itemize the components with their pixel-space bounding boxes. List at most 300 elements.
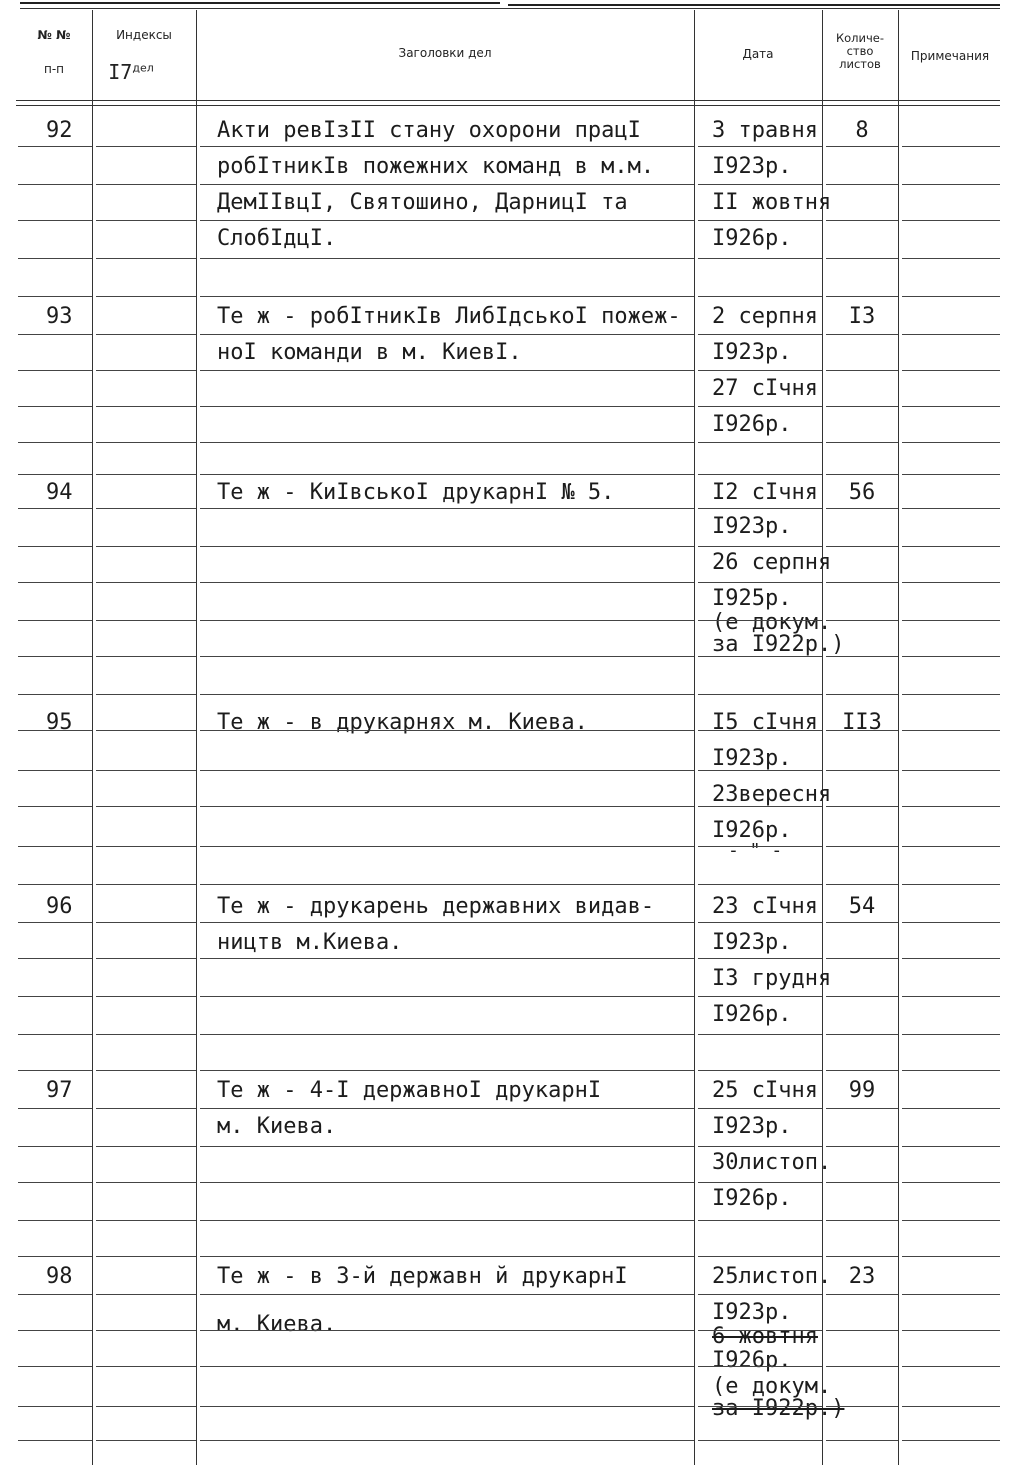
ruled-line — [96, 1182, 196, 1183]
ruled-line — [826, 694, 898, 695]
ruled-line — [826, 1034, 898, 1035]
ruled-line — [902, 1294, 1000, 1295]
ruled-line — [902, 1220, 1000, 1221]
header-qty-line2: ство — [846, 44, 874, 58]
ruled-line — [18, 770, 92, 771]
column-divider — [822, 10, 823, 1465]
ruled-line — [200, 582, 694, 583]
ruled-line — [18, 1440, 92, 1441]
ruled-line — [902, 1406, 1000, 1407]
ruled-line — [902, 508, 1000, 509]
entry-date-line: I926р. — [712, 818, 792, 843]
ruled-line — [902, 770, 1000, 771]
ruled-line — [200, 846, 694, 847]
ruled-line — [698, 1440, 822, 1441]
ruled-line — [96, 296, 196, 297]
ruled-line — [698, 508, 822, 509]
ruled-line — [200, 1070, 694, 1071]
entry-number: 92 — [46, 118, 73, 143]
ruled-line — [200, 1146, 694, 1147]
ruled-line — [200, 1182, 694, 1183]
ruled-line — [200, 1406, 694, 1407]
ruled-line — [826, 1146, 898, 1147]
entry-title-line: Те ж - КиIвськоI друкарнI № 5. — [217, 480, 615, 505]
ruled-line — [200, 730, 694, 731]
entry-date-line: 6 жовтня — [712, 1324, 818, 1349]
ruled-line — [18, 656, 92, 657]
ruled-line — [698, 1366, 822, 1367]
ruled-line — [96, 1294, 196, 1295]
ruled-line — [902, 184, 1000, 185]
ruled-line — [826, 508, 898, 509]
entry-number: 96 — [46, 894, 73, 919]
ruled-line — [18, 296, 92, 297]
ruled-line — [826, 220, 898, 221]
ruled-line — [200, 146, 694, 147]
ruled-line — [96, 184, 196, 185]
entry-number: 93 — [46, 304, 73, 329]
ruled-line — [826, 884, 898, 885]
entry-date-line: II жовтня — [712, 190, 832, 215]
entry-date-line: 23 сIчня — [712, 894, 818, 919]
entry-title-line: СлобIдцI. — [217, 226, 337, 251]
ruled-line — [826, 1440, 898, 1441]
ruled-line — [698, 184, 822, 185]
entry-date-line: I923р. — [712, 340, 792, 365]
ruled-line — [18, 220, 92, 221]
entry-date-line: (е докум. — [712, 610, 832, 635]
ruled-line — [96, 1256, 196, 1257]
ruled-line — [698, 582, 822, 583]
ruled-line — [902, 922, 1000, 923]
column-divider — [898, 10, 899, 1465]
ruled-line — [18, 806, 92, 807]
entry-sheet-count: 99 — [848, 1078, 876, 1103]
ruled-line — [200, 1366, 694, 1367]
ruled-line — [826, 620, 898, 621]
ruled-line — [18, 508, 92, 509]
entry-title-line: ноI команди в м. КиевI. — [217, 340, 522, 365]
ruled-line — [698, 474, 822, 475]
entry-title-line: Те ж - друкарень державних видав- — [217, 894, 655, 919]
ruled-line — [18, 184, 92, 185]
ruled-line — [18, 146, 92, 147]
ruled-line — [18, 474, 92, 475]
ruled-line — [902, 146, 1000, 147]
entry-title-line: Акти ревIзII стану охорони працI — [217, 118, 641, 143]
header-index-line1: Индексы — [116, 28, 172, 42]
ruled-line — [698, 1034, 822, 1035]
ruled-line — [902, 546, 1000, 547]
entry-date-ditto: - " - — [728, 840, 783, 861]
ruled-line — [200, 1034, 694, 1035]
ruled-line — [200, 258, 694, 259]
entry-date-line: I926р. — [712, 412, 792, 437]
ruled-line — [826, 958, 898, 959]
ruled-line — [902, 1366, 1000, 1367]
header-num-line2: п-п — [43, 62, 65, 76]
ruled-line — [826, 996, 898, 997]
entry-date-line: I5 сIчня — [712, 710, 818, 735]
entry-date-line: 25 сIчня — [712, 1078, 818, 1103]
ruled-line — [826, 184, 898, 185]
ruled-line — [902, 442, 1000, 443]
entry-sheet-count: 8 — [855, 118, 869, 143]
ruled-line — [698, 258, 822, 259]
ruled-line — [200, 922, 694, 923]
ruled-line — [826, 922, 898, 923]
ruled-line — [200, 620, 694, 621]
entry-sheet-count: 54 — [848, 894, 876, 919]
ruled-line — [902, 1146, 1000, 1147]
ruled-line — [200, 546, 694, 547]
ruled-line — [698, 1182, 822, 1183]
ruled-line — [96, 1070, 196, 1071]
ruled-line — [96, 220, 196, 221]
entry-title-line: ництв м.Киева. — [217, 930, 403, 955]
entry-date-line: I923р. — [712, 930, 792, 955]
ruled-line — [902, 1330, 1000, 1331]
ruled-line — [698, 406, 822, 407]
ruled-line — [96, 1108, 196, 1109]
ruled-line — [200, 996, 694, 997]
ruled-line — [200, 1256, 694, 1257]
entry-sheet-count: 23 — [848, 1264, 876, 1289]
ruled-line — [698, 370, 822, 371]
ruled-line — [18, 694, 92, 695]
header-qty — [822, 32, 898, 71]
ruled-line — [698, 770, 822, 771]
ruled-line — [902, 694, 1000, 695]
entry-date-line: 30листоп. — [712, 1150, 832, 1175]
ruled-line — [826, 1406, 898, 1407]
ruled-line — [826, 334, 898, 335]
header-qty-line1: Количе- — [835, 31, 885, 45]
entry-date-line: I2 сIчня — [712, 480, 818, 505]
ruled-line — [826, 1182, 898, 1183]
ruled-line — [698, 694, 822, 695]
ruled-line — [96, 770, 196, 771]
ruled-line — [826, 1108, 898, 1109]
ruled-line — [200, 334, 694, 335]
ruled-line — [96, 546, 196, 547]
ruled-line — [902, 996, 1000, 997]
ruled-line — [200, 958, 694, 959]
ruled-line — [18, 1294, 92, 1295]
ruled-line — [698, 1256, 822, 1257]
ruled-line — [902, 1108, 1000, 1109]
entry-date-line: I926р. — [712, 226, 792, 251]
entry-date-line: 23вересня — [712, 782, 832, 807]
header-index-line2 — [96, 60, 166, 84]
ruled-line — [698, 846, 822, 847]
ruled-line — [826, 1294, 898, 1295]
ruled-line — [96, 1330, 196, 1331]
ruled-line — [96, 1406, 196, 1407]
top-rule — [20, 8, 1000, 9]
ruled-line — [698, 958, 822, 959]
ruled-line — [902, 1034, 1000, 1035]
ruled-line — [826, 806, 898, 807]
ruled-line — [18, 1220, 92, 1221]
ruled-line — [698, 656, 822, 657]
ruled-line — [96, 996, 196, 997]
column-divider — [92, 10, 93, 1465]
ruled-line — [96, 1366, 196, 1367]
ruled-line — [826, 730, 898, 731]
entry-date-line: I923р. — [712, 1114, 792, 1139]
ruled-line — [200, 806, 694, 807]
ruled-line — [18, 258, 92, 259]
ruled-line — [96, 508, 196, 509]
entry-date-line: I923р. — [712, 154, 792, 179]
entry-title-line: Те ж - 4-I державноI друкарнI — [217, 1078, 602, 1103]
header-index-sup: дел — [132, 61, 154, 75]
ruled-line — [18, 334, 92, 335]
ruled-line — [200, 296, 694, 297]
ruled-line — [96, 730, 196, 731]
ruled-line — [200, 1294, 694, 1295]
entry-date-line: I923р. — [712, 514, 792, 539]
ruled-line — [902, 1440, 1000, 1441]
ruled-line — [698, 884, 822, 885]
ruled-line — [200, 1440, 694, 1441]
ruled-line — [902, 1256, 1000, 1257]
ruled-line — [18, 406, 92, 407]
ruled-line — [698, 220, 822, 221]
ruled-line — [902, 296, 1000, 297]
ruled-line — [200, 884, 694, 885]
entry-title-line: Те ж - в 3-й державн й друкарнI — [217, 1264, 628, 1289]
header-num-line1: № № — [37, 28, 71, 42]
column-divider — [196, 10, 197, 1465]
entry-sheet-count: I3 — [848, 304, 876, 329]
ruled-line — [826, 370, 898, 371]
ruled-line — [96, 846, 196, 847]
ruled-line — [96, 1146, 196, 1147]
ruled-line — [18, 1182, 92, 1183]
entry-sheet-count: 56 — [848, 480, 876, 505]
ruled-line — [826, 1330, 898, 1331]
ruled-line — [96, 442, 196, 443]
ruled-line — [96, 958, 196, 959]
entry-date-line: 2 серпня — [712, 304, 818, 329]
ruled-line — [18, 922, 92, 923]
ruled-line — [698, 1146, 822, 1147]
ruled-line — [200, 770, 694, 771]
ruled-line — [698, 1330, 822, 1331]
ruled-line — [96, 1220, 196, 1221]
ruled-line — [18, 846, 92, 847]
ruled-line — [96, 1440, 196, 1441]
ruled-line — [826, 1220, 898, 1221]
header-qty-line3: листов — [839, 57, 881, 71]
ruled-line — [96, 656, 196, 657]
ruled-line — [18, 370, 92, 371]
ruled-line — [96, 806, 196, 807]
entry-date-line: I923р. — [712, 1300, 792, 1325]
entry-title-line: Те ж - робIтникIв ЛибIдськоI пожеж- — [217, 304, 681, 329]
ruled-line — [96, 146, 196, 147]
ruled-line — [200, 694, 694, 695]
ruled-line — [18, 546, 92, 547]
ruled-line — [698, 620, 822, 621]
ruled-line — [902, 1182, 1000, 1183]
ruled-line — [826, 770, 898, 771]
ruled-line — [902, 258, 1000, 259]
ruled-line — [18, 884, 92, 885]
ruled-line — [698, 146, 822, 147]
ruled-line — [200, 370, 694, 371]
ruled-line — [902, 406, 1000, 407]
ruled-line — [96, 884, 196, 885]
entry-number: 98 — [46, 1264, 73, 1289]
entry-date-line: за I922р.) — [712, 632, 845, 657]
ruled-line — [902, 220, 1000, 221]
ruled-line — [18, 1256, 92, 1257]
ruled-line — [18, 1366, 92, 1367]
ruled-line — [200, 1108, 694, 1109]
ruled-line — [18, 1146, 92, 1147]
ruled-line — [826, 1366, 898, 1367]
ruled-line — [826, 656, 898, 657]
ruled-line — [826, 582, 898, 583]
entry-date-line: I3 грудня — [712, 966, 832, 991]
ruled-line — [826, 296, 898, 297]
ruled-line — [96, 370, 196, 371]
ruled-line — [902, 370, 1000, 371]
ruled-line — [698, 922, 822, 923]
ruled-line — [698, 996, 822, 997]
ruled-line — [18, 1108, 92, 1109]
header-title: Заголовки дел — [398, 46, 492, 60]
ruled-line — [698, 1108, 822, 1109]
ruled-line — [698, 806, 822, 807]
ruled-line — [902, 474, 1000, 475]
header-divider — [16, 100, 1000, 101]
header-divider — [16, 105, 1000, 106]
top-rule — [508, 4, 1000, 6]
ruled-line — [200, 184, 694, 185]
ruled-line — [826, 546, 898, 547]
ruled-line — [200, 220, 694, 221]
ruled-line — [96, 582, 196, 583]
entry-number: 97 — [46, 1078, 73, 1103]
ruled-line — [698, 442, 822, 443]
ruled-line — [200, 1330, 694, 1331]
entry-number: 95 — [46, 710, 73, 735]
entry-date-line: I926р. — [712, 1002, 792, 1027]
ruled-line — [826, 474, 898, 475]
ruled-line — [18, 1070, 92, 1071]
ruled-line — [96, 474, 196, 475]
ruled-line — [902, 958, 1000, 959]
entry-date-line: 27 сIчня — [712, 376, 818, 401]
entry-date-line: I926р. — [712, 1186, 792, 1211]
top-rule — [20, 2, 500, 4]
ruled-line — [902, 620, 1000, 621]
ruled-line — [18, 582, 92, 583]
ruled-line — [698, 730, 822, 731]
ruled-line — [902, 730, 1000, 731]
ruled-line — [698, 334, 822, 335]
ruled-line — [826, 406, 898, 407]
entry-date-line: (е докум. — [712, 1374, 832, 1399]
header-date: Дата — [742, 47, 774, 61]
entry-number: 94 — [46, 480, 73, 505]
ruled-line — [902, 582, 1000, 583]
entry-date-line: за I922р.) — [712, 1396, 845, 1421]
ruled-line — [698, 546, 822, 547]
ruled-line — [96, 334, 196, 335]
ruled-line — [902, 1070, 1000, 1071]
ruled-line — [96, 258, 196, 259]
ruled-line — [698, 1070, 822, 1071]
ruled-line — [698, 1220, 822, 1221]
ruled-line — [200, 656, 694, 657]
ruled-line — [96, 620, 196, 621]
ruled-line — [902, 806, 1000, 807]
ruled-line — [96, 1034, 196, 1035]
ruled-line — [96, 694, 196, 695]
ruled-line — [200, 442, 694, 443]
entry-sheet-count: II3 — [842, 710, 882, 735]
ruled-line — [18, 1330, 92, 1331]
ruled-line — [902, 846, 1000, 847]
ruled-line — [826, 846, 898, 847]
header-notes: Примечания — [910, 49, 990, 63]
ruled-line — [96, 406, 196, 407]
column-divider — [694, 10, 695, 1465]
entry-title-line: м. Киева. — [217, 1114, 337, 1139]
ruled-line — [200, 508, 694, 509]
entry-date-line: I925р. — [712, 586, 792, 611]
ruled-line — [902, 884, 1000, 885]
entry-date-line: 25листоп. — [712, 1264, 832, 1289]
entry-title-line: Те ж - в друкарнях м. Киева. — [217, 710, 588, 735]
ruled-line — [698, 296, 822, 297]
ruled-line — [18, 958, 92, 959]
entry-title-line: ДемIIвцI, Святошино, ДарницI та — [217, 190, 628, 215]
ruled-line — [200, 406, 694, 407]
ruled-line — [902, 656, 1000, 657]
ruled-line — [698, 1294, 822, 1295]
entry-title-line: м. Киева. — [217, 1312, 337, 1337]
ruled-line — [826, 1256, 898, 1257]
ruled-line — [96, 922, 196, 923]
entry-title-line: робIтникIв пожежних команд в м.м. — [217, 154, 655, 179]
ruled-line — [902, 334, 1000, 335]
ruled-line — [698, 1406, 822, 1407]
ruled-line — [18, 996, 92, 997]
ruled-line — [18, 620, 92, 621]
ruled-line — [826, 1070, 898, 1071]
header-index-value: I7 — [108, 60, 133, 84]
ruled-line — [18, 730, 92, 731]
entry-date-line: I926р. — [712, 1348, 792, 1373]
ruled-line — [826, 258, 898, 259]
entry-date-line: 26 серпня — [712, 550, 832, 575]
ruled-line — [826, 146, 898, 147]
ruled-line — [18, 1406, 92, 1407]
ruled-line — [200, 1220, 694, 1221]
ruled-line — [826, 442, 898, 443]
ruled-line — [18, 442, 92, 443]
ruled-line — [18, 1034, 92, 1035]
entry-date-line: 3 травня — [712, 118, 818, 143]
ruled-line — [200, 474, 694, 475]
entry-date-line: I923р. — [712, 746, 792, 771]
